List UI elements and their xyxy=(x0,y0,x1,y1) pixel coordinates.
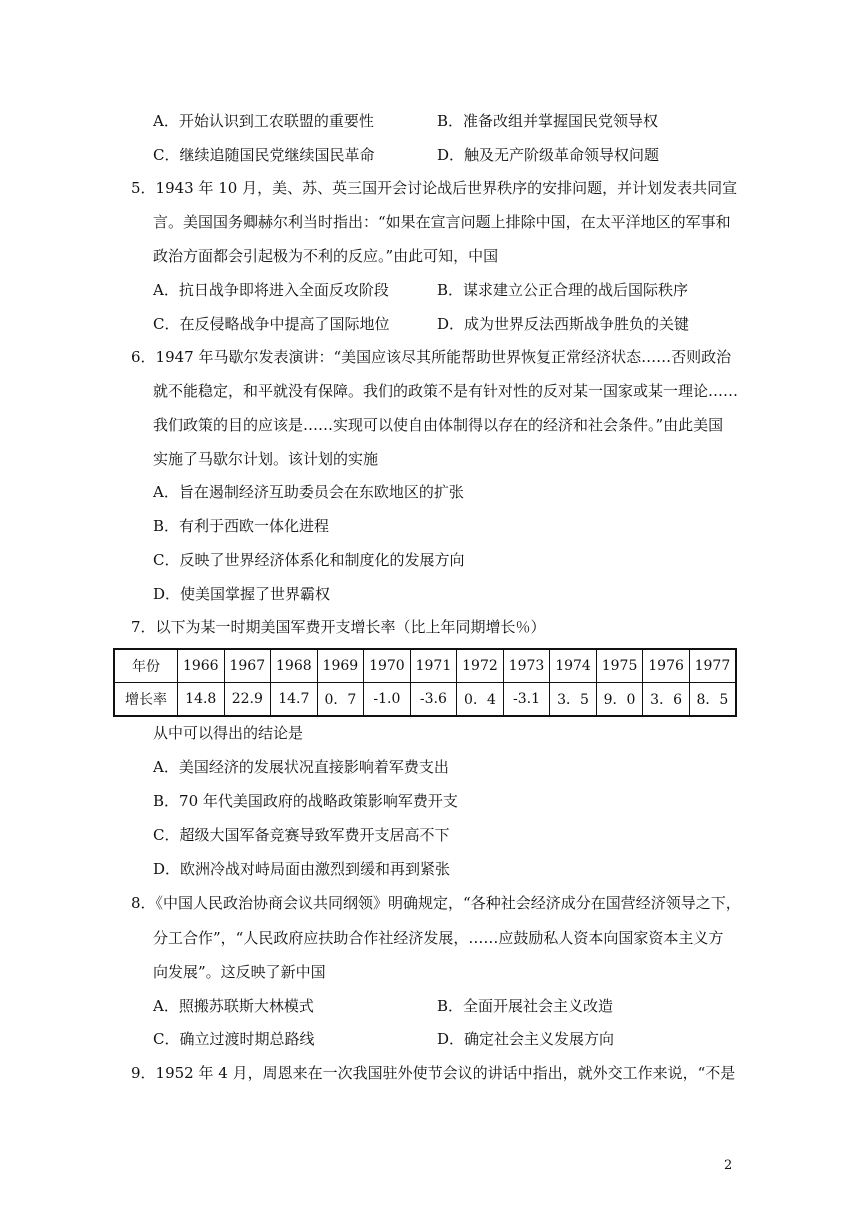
table-cell-year: 1977 xyxy=(689,649,736,683)
q6-stem-line-3: 我们政策的目的应该是……实现可以使自由体制得以存在的经济和社会条件。”由此美国 xyxy=(153,416,724,434)
q8-option-c: C．确立过渡时期总路线 xyxy=(153,1030,315,1048)
q7-stem: 7．以下为某一时期美国军费开支增长率（比上年同期增长％） xyxy=(131,618,546,636)
table-cell-rate: 0．7 xyxy=(317,683,364,717)
q9-stem-line-1: 9．1952 年 4 月，周恩来在一次我国驻外使节会议的讲话中指出，就外交工作来说，“不是 xyxy=(131,1064,736,1082)
table-cell-rate: 14.8 xyxy=(178,683,225,717)
q6-option-b: B．有利于西欧一体化进程 xyxy=(153,517,330,535)
q7-follow: 从中可以得出的结论是 xyxy=(153,724,304,742)
military-spending-table xyxy=(113,648,737,717)
q8-stem-line-3: 向发展”。这反映了新中国 xyxy=(153,963,326,981)
table-cell-year: 1974 xyxy=(550,649,597,683)
q6-option-a: A．旨在遏制经济互助委员会在东欧地区的扩张 xyxy=(153,483,464,501)
q4-option-c: C．继续追随国民党继续国民革命 xyxy=(153,146,375,164)
table-cell-rate: 14.7 xyxy=(271,683,318,717)
table-cell-rate: 3．6 xyxy=(643,683,690,717)
table-cell-rate: 22.9 xyxy=(224,683,271,717)
table-cell-rate: -3.1 xyxy=(503,683,550,717)
table-header-rate: 增长率 xyxy=(114,683,178,717)
q6-stem-line-2: 就不能稳定，和平就没有保障。我们的政策不是有针对性的反对某一国家或某一理论…… xyxy=(153,382,739,400)
table-row-rates xyxy=(114,683,736,717)
q8-option-b: B．全面开展社会主义改造 xyxy=(437,997,614,1015)
q5-option-c: C．在反侵略战争中提高了国际地位 xyxy=(153,315,390,333)
table-cell-year: 1972 xyxy=(457,649,504,683)
q7-option-a: A．美国经济的发展状况直接影响着军费支出 xyxy=(153,758,449,776)
table-row-years xyxy=(114,649,736,683)
table-cell-year: 1970 xyxy=(364,649,411,683)
table-cell-rate: 9．0 xyxy=(596,683,643,717)
q5-stem-line-2: 言。美国国务卿赫尔利当时指出：“如果在宣言问题上排除中国，在太平洋地区的军事和 xyxy=(153,213,731,231)
table-cell-year: 1968 xyxy=(271,649,318,683)
table-cell-rate: -3.6 xyxy=(410,683,457,717)
table-cell-year: 1967 xyxy=(224,649,271,683)
q4-option-a: A．开始认识到工农联盟的重要性 xyxy=(153,112,374,130)
q8-stem-line-1: 8．《中国人民政治协商会议共同纲领》明确规定，“各种社会经济成分在国营经济领导之下， xyxy=(131,894,741,912)
page-number: 2 xyxy=(724,1158,733,1173)
q5-stem-line-3: 政治方面都会引起极为不利的反应。”由此可知，中国 xyxy=(153,247,499,265)
q8-option-a: A．照搬苏联斯大林模式 xyxy=(153,997,314,1015)
q4-option-b: B．准备改组并掌握国民党领导权 xyxy=(437,112,659,130)
table-cell-rate: 0．4 xyxy=(457,683,504,717)
q6-option-d: D．使美国掌握了世界霸权 xyxy=(153,585,331,603)
table-cell-year: 1976 xyxy=(643,649,690,683)
q5-option-d: D．成为世界反法西斯战争胜负的关键 xyxy=(437,315,690,333)
q4-option-d: D．触及无产阶级革命领导权问题 xyxy=(437,146,660,164)
q6-stem-line-4: 实施了马歇尔计划。该计划的实施 xyxy=(153,450,379,468)
table-cell-rate: 3．5 xyxy=(550,683,597,717)
table-cell-year: 1969 xyxy=(317,649,364,683)
table-cell-year: 1966 xyxy=(178,649,225,683)
table-cell-year: 1973 xyxy=(503,649,550,683)
q7-option-d: D．欧洲冷战对峙局面由激烈到缓和再到紧张 xyxy=(153,860,451,878)
q7-option-c: C．超级大国军备竞赛导致军费开支居高不下 xyxy=(153,826,450,844)
q8-stem-line-2: 分工合作”，“人民政府应扶助合作社经济发展，……应鼓励私人资本向国家资本主义方 xyxy=(153,929,724,947)
table-header-year: 年份 xyxy=(114,649,178,683)
table-cell-year: 1971 xyxy=(410,649,457,683)
q5-stem-line-1: 5．1943 年 10 月，美、苏、英三国开会讨论战后世界秩序的安排问题，并计划发表共同宣 xyxy=(131,179,738,197)
table-cell-rate: -1.0 xyxy=(364,683,411,717)
table-cell-year: 1975 xyxy=(596,649,643,683)
q6-option-c: C．反映了世界经济体系化和制度化的发展方向 xyxy=(153,551,465,569)
table-cell-rate: 8．5 xyxy=(689,683,736,717)
q7-option-b: B．70 年代美国政府的战略政策影响军费开支 xyxy=(153,792,458,810)
q5-option-a: A．抗日战争即将进入全面反攻阶段 xyxy=(153,281,389,299)
q5-option-b: B．谋求建立公正合理的战后国际秩序 xyxy=(437,281,689,299)
q8-option-d: D．确定社会主义发展方向 xyxy=(437,1030,615,1048)
q6-stem-line-1: 6．1947 年马歇尔发表演讲：“美国应该尽其所能帮助世界恢复正常经济状态……否则政治 xyxy=(131,348,732,366)
